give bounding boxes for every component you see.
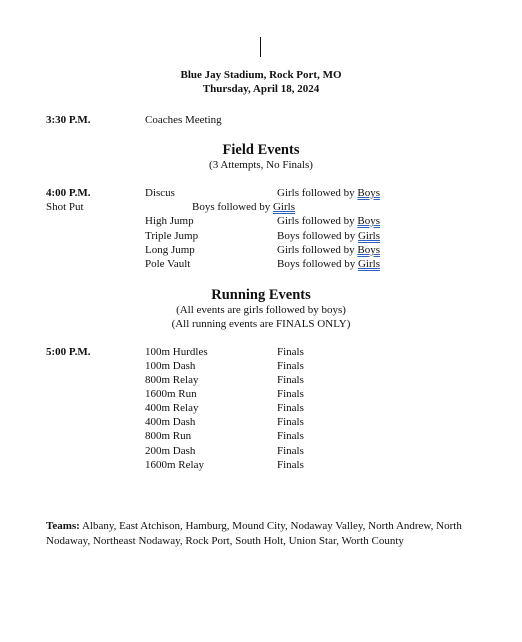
order-text: Boys followed by — [277, 258, 358, 270]
order-last: Girls — [357, 230, 380, 242]
running-event-name: 200m Dash — [145, 445, 196, 457]
running-event-name: 800m Relay — [145, 374, 199, 386]
running-event-name: 100m Dash — [145, 360, 196, 372]
running-event-name: 400m Dash — [145, 416, 196, 428]
field-events-title: Field Events — [222, 142, 300, 158]
running-event-round: Finals — [277, 430, 304, 442]
teams-list: Albany, East Atchison, Hamburg, Mound City, Nodaway Valley, North Andrew, North Nodaway, Northeast Nodaway, Rock Port, South Holt, Union Star, Worth County — [46, 520, 462, 547]
running-event-name: 1600m Relay — [145, 459, 204, 471]
order-last: Boys — [357, 187, 380, 199]
running-event-round: Finals — [277, 388, 304, 400]
field-event-name: Triple Jump — [145, 230, 199, 242]
field-event-name: Discus — [145, 187, 175, 199]
running-event-round: Finals — [277, 360, 304, 372]
coaches-meeting-label: Coaches Meeting — [145, 114, 222, 126]
running-event-round: Finals — [277, 459, 304, 471]
running-event-round: Finals — [277, 346, 304, 358]
running-events-time: 5:00 P.M. — [46, 346, 91, 358]
venue-heading: Blue Jay Stadium, Rock Port, MO — [180, 69, 342, 81]
running-events-note-1: (All events are girls followed by boys) — [176, 304, 346, 316]
order-text: Girls followed by — [277, 215, 358, 227]
running-event-round: Finals — [277, 374, 304, 386]
running-events-note-2: (All running events are FINALS ONLY) — [171, 318, 351, 330]
field-event-name: Long Jump — [145, 244, 195, 256]
field-event-name: High Jump — [145, 215, 194, 227]
running-event-name: 1600m Run — [145, 388, 197, 400]
coaches-meeting-time: 3:30 P.M. — [46, 114, 91, 126]
order-last: Girls — [357, 258, 380, 270]
order-text: Girls followed by — [277, 244, 358, 256]
field-event-name: Shot Put — [46, 201, 84, 213]
text-cursor — [260, 37, 261, 57]
field-event-order — [277, 230, 380, 242]
field-event-order — [277, 215, 380, 227]
running-event-name: 400m Relay — [145, 402, 199, 414]
teams-paragraph — [46, 519, 486, 548]
order-last: Boys — [357, 244, 380, 256]
running-event-round: Finals — [277, 402, 304, 414]
field-event-order — [192, 201, 295, 213]
field-event-order — [277, 244, 380, 256]
field-event-order — [277, 258, 380, 270]
date-heading: Thursday, April 18, 2024 — [202, 83, 320, 95]
running-events-title: Running Events — [211, 287, 311, 303]
field-events-subtitle: (3 Attempts, No Finals) — [209, 159, 313, 171]
order-text: Girls followed by — [277, 187, 358, 199]
order-text: Boys followed by — [277, 230, 358, 242]
order-text: Boys followed by — [192, 201, 273, 213]
field-event-name: Pole Vault — [145, 258, 191, 270]
field-event-order — [277, 187, 380, 199]
order-last: Boys — [357, 215, 380, 227]
running-event-round: Finals — [277, 416, 304, 428]
running-event-name: 800m Run — [145, 430, 192, 442]
field-events-time: 4:00 P.M. — [46, 187, 91, 199]
running-event-round: Finals — [277, 445, 304, 457]
order-last: Girls — [272, 201, 295, 213]
running-event-name: 100m Hurdles — [145, 346, 208, 358]
teams-label: Teams: — [46, 520, 80, 532]
